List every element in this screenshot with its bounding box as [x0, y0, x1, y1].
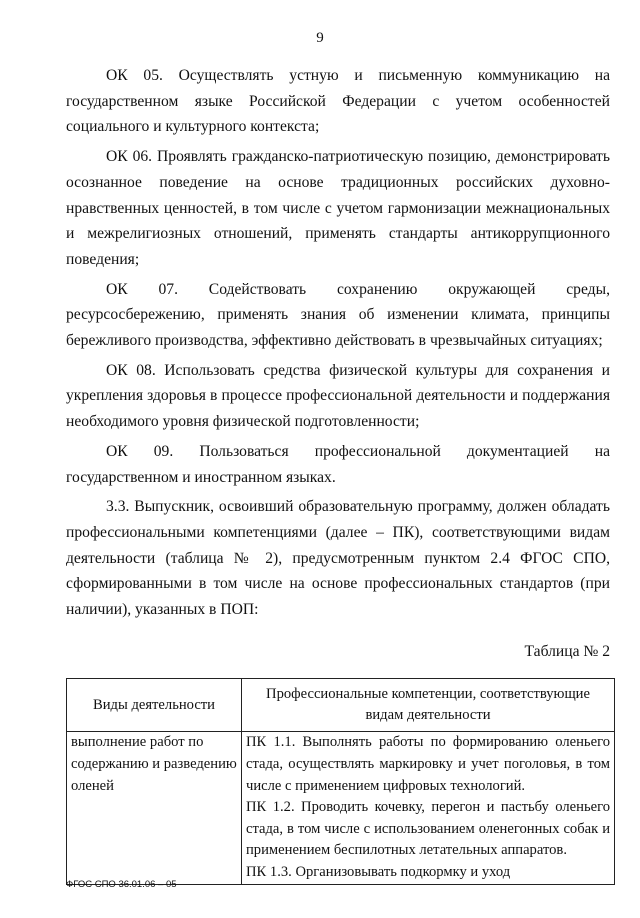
competency-pk-1-1: ПК 1.1. Выполнять работы по формированию оленьего стада, осуществлять маркировку и учет поголовья, в том числе с применением цифровых технологий.	[246, 734, 610, 794]
paragraph-ok09: ОК 09. Пользоваться профессиональной документацией на государственном и иностранном языках.	[66, 442, 610, 486]
footer-code: ФГОС СПО 36.01.06 – 05	[66, 879, 177, 890]
paragraph-3-3: 3.3. Выпускник, освоивший образовательную программу, должен обладать профессиональными компетенциями (далее – ПК), соответствующими видам деятельности (таблица № 2), предусмотренным пунктом 2.4 ФГОС СПО, сформированными в том числе на основе профессиональных стандартов (при наличии), указанных в ПОП:	[66, 498, 610, 619]
page-number: 9	[316, 30, 324, 46]
paragraph-ok08: ОК 08. Использовать средства физической культуры для сохранения и укрепления здоровья в процессе профессиональной деятельности и поддержания необходимого уровня физической подготовленности;	[66, 361, 610, 431]
competency-pk-1-3: ПК 1.3. Организовывать подкормку и уход	[246, 864, 511, 881]
activity-cell: выполнение работ по содержанию и разведению оленей	[67, 732, 242, 884]
paragraph-ok06: ОК 06. Проявлять гражданско-патриотическую позицию, демонстрировать осознанное поведение на основе традиционных российских духовно-нравственных ценностей, в том числе с учетом гармонизации межнациональных и межрелигиозных отношений, применять стандарты антикоррупционного поведения;	[66, 148, 610, 268]
header-competencies: Профессиональные компетенции, соответствующие видам деятельности	[242, 679, 615, 732]
document-body	[66, 63, 610, 885]
paragraph-ok07: ОК 07. Содействовать сохранению окружающей среды, ресурсосбережению, применять знания об изменении климата, принципы бережливого производства, эффективно действовать в чрезвычайных ситуациях;	[66, 280, 610, 350]
table-caption: Таблица № 2	[524, 642, 610, 660]
paragraph-ok05: ОК 05. Осуществлять устную и письменную коммуникацию на государственном языке Российской Федерации с учетом особенностей социального и культурного контекста;	[66, 67, 610, 136]
table-header-row	[67, 679, 615, 732]
competencies-table	[66, 678, 615, 884]
table-row	[67, 732, 615, 884]
competencies-cell	[242, 732, 615, 884]
header-activity: Виды деятельности	[67, 679, 242, 732]
competency-pk-1-2: ПК 1.2. Проводить кочевку, перегон и пастьбу оленьего стада, в том числе с использованием оленегонных собак и применением беспилотных летательных аппаратов.	[246, 799, 610, 859]
